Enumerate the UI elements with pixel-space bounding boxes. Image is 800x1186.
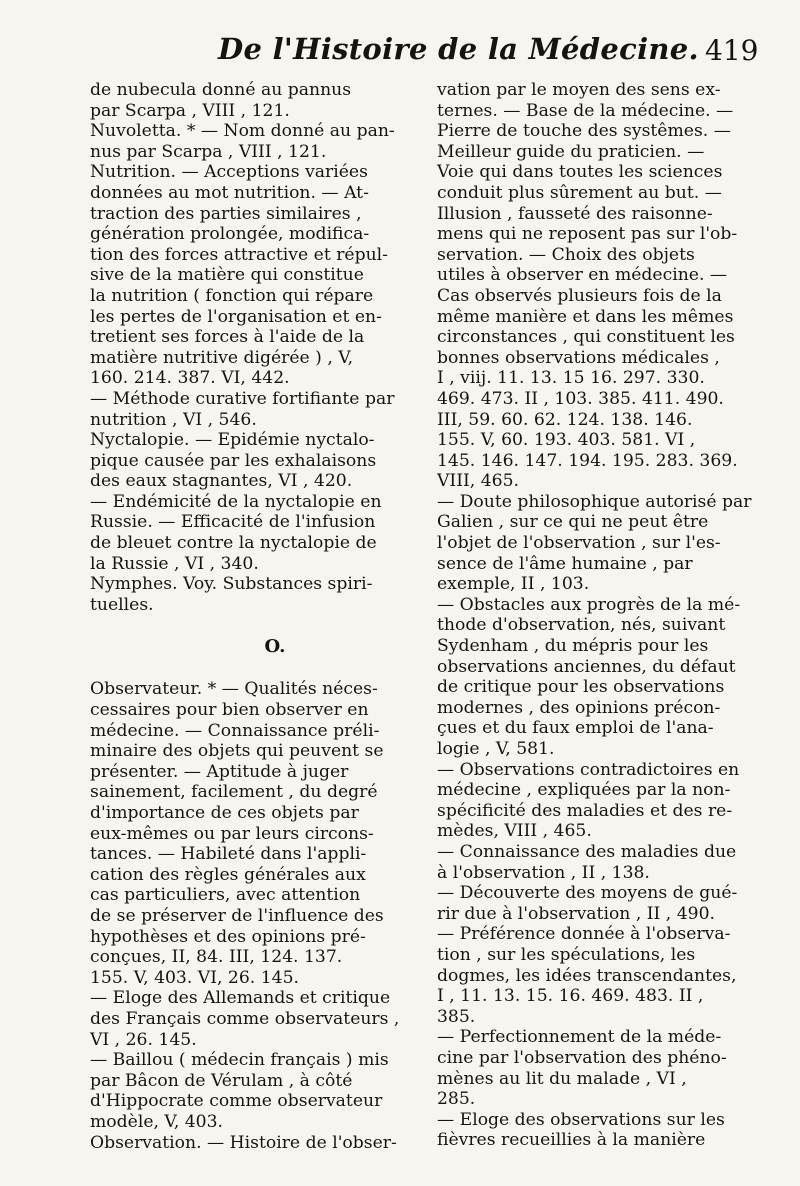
text-line: nutrition , VI , 546.: [90, 409, 257, 430]
text-line: cas particuliers, avec attention: [90, 885, 361, 906]
text-line: Russie. — Efficacité de l'infusion: [90, 512, 376, 533]
text-line: tretient ses forces à l'aide de la: [90, 327, 365, 348]
text-line: cation des règles générales aux: [90, 864, 366, 885]
text-line: ternes. — Base de la médecine. —: [437, 100, 734, 121]
text-line: rir due à l'observation , II , 490.: [437, 903, 715, 924]
text-line: VIII, 465.: [437, 471, 519, 492]
text-line: médecine. — Connaissance préli-: [90, 720, 380, 741]
text-line: de nubecula donné au pannus: [90, 80, 352, 100]
text-line: thode d'observation, nés, suivant: [437, 615, 726, 636]
text-line: des Français comme observateurs ,: [90, 1008, 400, 1029]
text-line: I , 11. 13. 15. 16. 469. 483. II ,: [437, 986, 704, 1007]
text-line: Galien , sur ce qui ne peut être: [437, 512, 709, 533]
text-line: — Préférence donnée à l'observa-: [437, 924, 731, 945]
text-line: tances. — Habileté dans l'appli-: [90, 844, 367, 865]
text-line: traction des parties similaires ,: [90, 203, 362, 224]
text-line: — Découverte des moyens de gué-: [437, 883, 738, 904]
left-entries-before-heading: [90, 80, 415, 615]
text-line: — Eloge des observations sur les: [437, 1109, 725, 1130]
text-line: — Connaissance des maladies due: [437, 841, 737, 862]
text-line: Meilleur guide du praticien. —: [437, 141, 705, 162]
text-line: d'Hippocrate comme observateur: [90, 1091, 383, 1112]
text-line: modernes , des opinions précon-: [437, 697, 721, 718]
text-line: — Perfectionnement de la méde-: [437, 1027, 722, 1048]
text-line: — Doute philosophique autorisé par: [437, 491, 752, 512]
text-line: fièvres recueillies à la manière: [437, 1130, 706, 1151]
text-line: I , viij. 11. 13. 15 16. 297. 330.: [437, 368, 705, 389]
text-line: tion des forces attractive et répul-: [90, 244, 388, 265]
text-line: même manière et dans les mêmes: [437, 306, 734, 327]
text-line: Cas observés plusieurs fois de la: [437, 285, 722, 306]
text-line: spécificité des maladies et des re-: [437, 800, 733, 821]
text-line: mèdes, VIII , 465.: [437, 821, 592, 842]
text-line: à l'observation , II , 138.: [437, 862, 650, 883]
text-line: — Méthode curative fortifiante par: [90, 388, 395, 409]
left-column: [90, 80, 415, 1153]
page-number: 419: [705, 34, 759, 67]
text-line: la nutrition ( fonction qui répare: [90, 285, 374, 306]
text-line: Voie qui dans toutes les sciences: [437, 162, 723, 183]
text-line: dogmes, les idées transcendantes,: [437, 965, 737, 986]
text-line: 155. V, 60. 193. 403. 581. VI ,: [437, 430, 696, 451]
text-line: tion , sur les spéculations, les: [437, 944, 696, 965]
text-line: les pertes de l'organisation et en-: [90, 306, 382, 327]
text-line: par Scarpa , VIII , 121.: [90, 100, 290, 121]
text-line: hypothèses et des opinions pré-: [90, 926, 366, 947]
text-line: mens qui ne reposent pas sur l'ob-: [437, 224, 738, 245]
text-line: nus par Scarpa , VIII , 121.: [90, 141, 327, 162]
page-header: [0, 32, 800, 72]
text-line: de bleuet contre la nyctalopie de: [90, 533, 377, 554]
text-line: 385.: [437, 1006, 476, 1027]
text-line: pique causée par les exhalaisons: [90, 450, 377, 471]
text-line: logie , V, 581.: [437, 739, 555, 759]
text-line: cessaires pour bien observer en: [90, 700, 369, 721]
text-line: eux-mêmes ou par leurs circons-: [90, 823, 374, 844]
text-line: des eaux stagnantes, VI , 420.: [90, 471, 353, 492]
text-line: génération prolongée, modifica-: [90, 224, 370, 245]
text-line: Nuvoletta. * — Nom donné au pan-: [90, 121, 395, 142]
text-line: — Endémicité de la nyctalopie en: [90, 491, 382, 512]
text-line: Observation. — Histoire de l'obser-: [90, 1132, 397, 1153]
text-line: Pierre de touche des systêmes. —: [437, 121, 731, 142]
text-line: çues et du faux emploi de l'ana-: [437, 718, 714, 739]
text-line: sainement, facilement , du degré: [90, 782, 378, 803]
text-line: minaire des objets qui peuvent se: [90, 741, 384, 762]
text-line: sive de la matière qui constitue: [90, 265, 364, 286]
text-line: bonnes observations médicales ,: [437, 347, 720, 368]
text-line: données au mot nutrition. — At-: [90, 182, 369, 203]
text-line: 469. 473. II , 103. 385. 411. 490.: [437, 388, 724, 409]
text-line: de critique pour les observations: [437, 677, 725, 698]
text-line: vation par le moyen des sens ex-: [437, 80, 721, 100]
text-line: utiles à observer en médecine. —: [437, 265, 728, 286]
text-line: sence de l'âme humaine , par: [437, 553, 693, 574]
text-line: observations anciennes, du défaut: [437, 656, 736, 677]
text-line: — Observations contradictoires en: [437, 759, 740, 780]
text-line: modèle, V, 403.: [90, 1111, 224, 1132]
text-line: — Baillou ( médecin français ) mis: [90, 1050, 389, 1071]
text-line: Sydenham , du mépris pour les: [437, 636, 709, 657]
section-heading-o: O.: [264, 636, 286, 658]
text-line: 155. V, 403. VI, 26. 145.: [90, 967, 299, 988]
text-line: de se préserver de l'influence des: [90, 905, 384, 926]
text-line: VI , 26. 145.: [90, 1029, 197, 1050]
text-line: l'objet de l'observation , sur l'es-: [437, 533, 721, 554]
text-line: 160. 214. 387. VI, 442.: [90, 368, 290, 389]
text-line: Nymphes. Voy. Substances spiri-: [90, 574, 373, 595]
text-line: par Bâcon de Vérulam , à côté: [90, 1070, 353, 1091]
text-line: matière nutritive digérée ) , V,: [90, 347, 354, 368]
text-line: conçues, II, 84. III, 124. 137.: [90, 947, 343, 968]
text-line: circonstances , qui constituent les: [437, 327, 735, 348]
text-line: 285.: [437, 1089, 476, 1110]
text-line: d'importance de ces objets par: [90, 803, 359, 823]
text-line: Nyctalopie. — Epidémie nyctalo-: [90, 430, 375, 451]
text-line: exemple, II , 103.: [437, 574, 590, 595]
text-line: présenter. — Aptitude à juger: [90, 761, 349, 782]
text-line: Observateur. * — Qualités néces-: [90, 679, 378, 700]
text-line: 145. 146. 147. 194. 195. 283. 369.: [437, 450, 738, 471]
text-line: médecine , expliquées par la non-: [437, 780, 731, 801]
text-line: III, 59. 60. 62. 124. 138. 146.: [437, 409, 693, 430]
text-line: cine par l'observation des phéno-: [437, 1047, 727, 1068]
text-line: — Obstacles aux progrès de la mé-: [437, 594, 741, 615]
text-line: Nutrition. — Acceptions variées: [90, 162, 368, 183]
text-line: tuelles.: [90, 594, 154, 615]
text-line: la Russie , VI , 340.: [90, 553, 259, 574]
text-line: conduit plus sûrement au but. —: [437, 182, 722, 203]
text-line: mènes au lit du malade , VI ,: [437, 1068, 687, 1089]
left-entries-after-heading: [90, 679, 415, 1153]
text-line: — Eloge des Allemands et critique: [90, 988, 391, 1009]
right-column: [437, 80, 767, 1151]
running-head: De l'Histoire de la Médecine.: [218, 32, 699, 66]
text-line: Illusion , fausseté des raisonne-: [437, 203, 713, 224]
text-line: servation. — Choix des objets: [437, 244, 695, 265]
